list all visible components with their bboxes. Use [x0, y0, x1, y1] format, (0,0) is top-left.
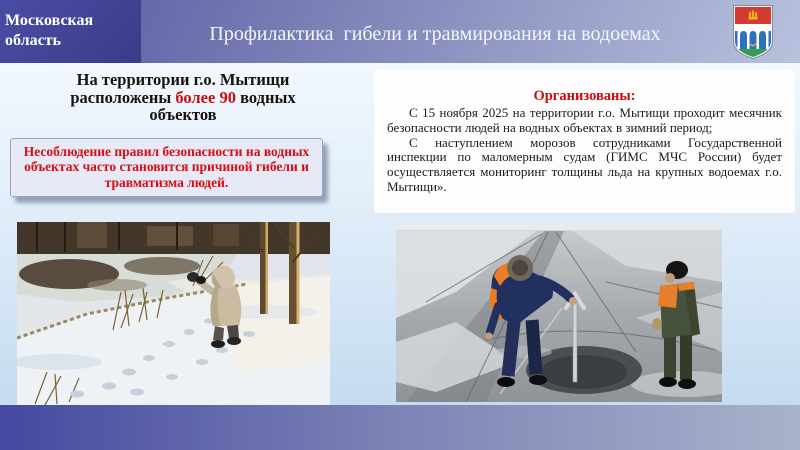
mytishchi-coat-of-arms-icon: [733, 5, 773, 59]
photo-rescuers-measuring-ice: [396, 222, 722, 402]
heading-line: [18, 106, 348, 124]
heading-text: водных: [235, 87, 296, 107]
region-badge: [0, 0, 141, 63]
info-box-title: Организованы:: [533, 88, 636, 104]
heading-line: [18, 71, 348, 89]
photo-child-near-frozen-pond: [17, 222, 330, 405]
left-heading: [18, 71, 348, 124]
region-badge-line1: Московская: [5, 12, 94, 29]
info-paragraph-2: С наступлением морозов сотрудниками Государственной инспекции по маломерным судам (ГИМС МЧС России) будет осуществляется мониторинг толщины льда на крупных водоемах г.о. Мытищи».: [387, 134, 782, 194]
header-bar: [0, 0, 800, 63]
page-title: Профилактика гибели и травмирования на водоемах: [209, 23, 661, 45]
heading-text: объектов: [149, 105, 217, 124]
heading-line: [18, 89, 348, 107]
info-paragraph-1: С 15 ноября 2025 на территории г.о. Мытищи проходит месячник безопасности людей на водных объектах в зимний период;: [387, 105, 782, 135]
bottom-band: [0, 405, 800, 450]
heading-highlight: более 90: [175, 87, 236, 107]
heading-text: На территории г.о. Мытищи: [76, 70, 290, 89]
content-area: [0, 63, 800, 405]
info-box: [374, 70, 795, 213]
warning-box: [10, 138, 323, 197]
warning-text: Несоблюдение правил безопасности на водных объектах часто становится причиной гибели и травматизма людей.: [23, 144, 310, 190]
heading-text: расположены: [70, 87, 176, 107]
region-badge-line2: область: [5, 32, 61, 49]
